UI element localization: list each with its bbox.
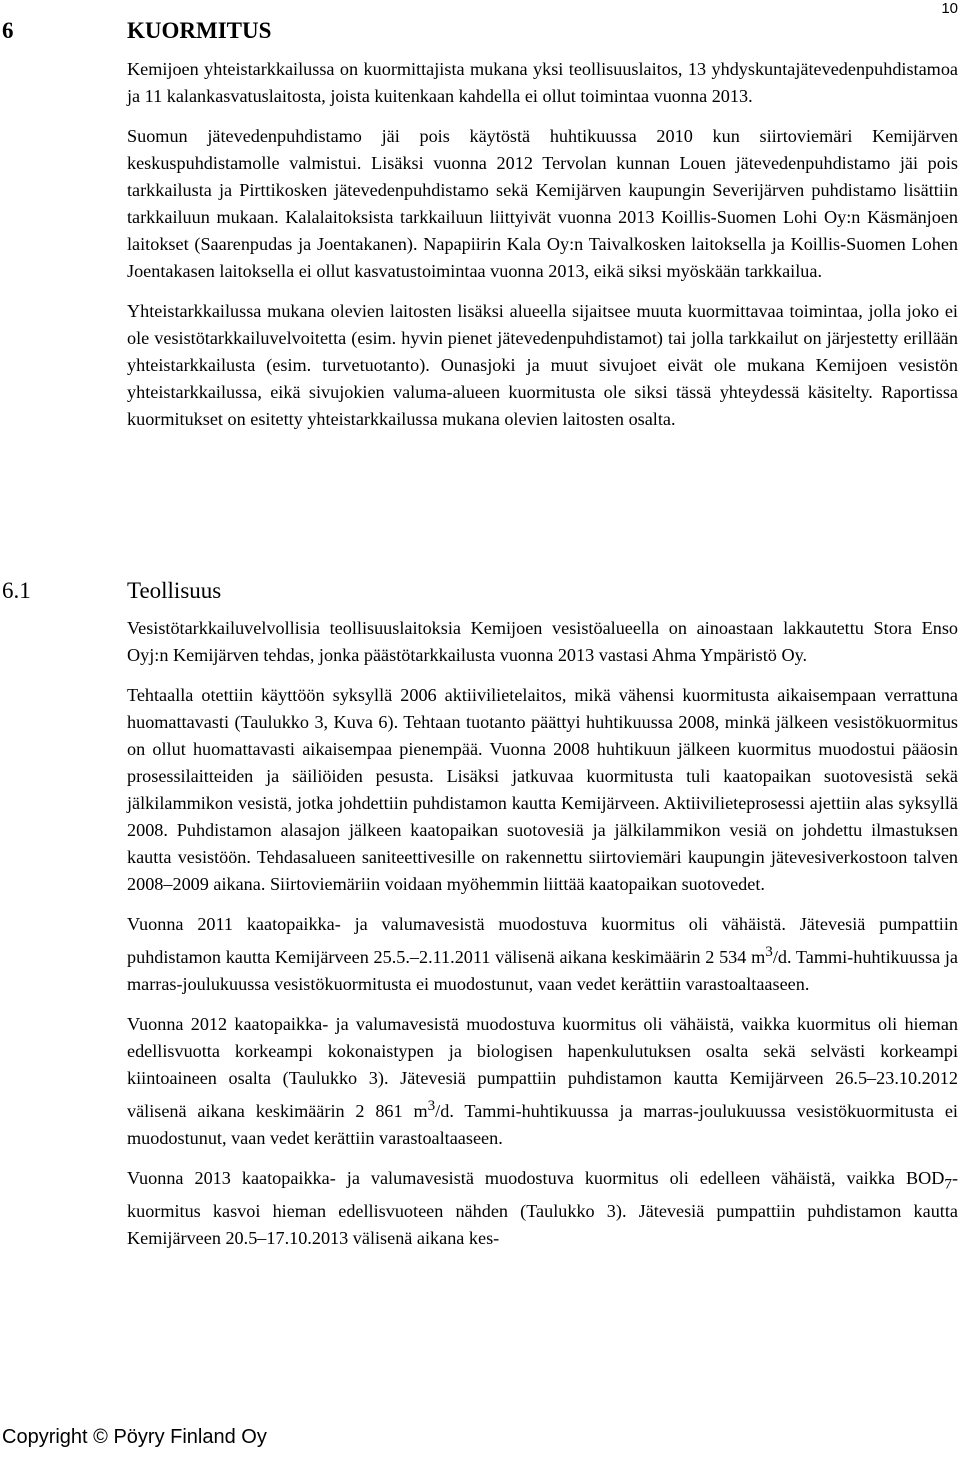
- superscript: 3: [765, 943, 773, 960]
- superscript: 3: [427, 1097, 436, 1115]
- text-run: /d. Tammi-huhtikuussa ja marras-joulukuussa vesistökuormitusta ei muodostunut, vaan vedet kerättiin varastoaltaaseen.: [127, 1101, 958, 1149]
- text-run: Vuonna 2011 kaatopaikka- ja valumavesistä muodostuva kuormitus oli vähäistä. Jätevesiä pumpattiin puhdistamon kautta Kemijärveen 25.5.–2.11.2011 välisenä aikana keskimäärin 2 534 m: [127, 914, 958, 968]
- page-number: 10: [941, 0, 958, 17]
- paragraph: [127, 1165, 958, 1252]
- text-run: /d. Tammi-huhtikuussa ja marras-joulukuussa vesistökuormitusta ei muodostunut, vaan vedet kerättiin varastoaltaaseen.: [127, 947, 958, 995]
- paragraph: Vesistötarkkailuvelvollisia teollisuuslaitoksia Kemijoen vesistöalueella on ainoastaan lakkautettu Stora Enso Oyj:n Kemijärven tehdas, jonka päästötarkkailusta vuonna 2013 vastasi Ahma Ympäristö Oy.: [127, 618, 958, 665]
- section-number: 6: [2, 18, 14, 43]
- paragraph: [127, 911, 958, 998]
- section-body-kuormitus: [127, 56, 958, 446]
- paragraph: Yhteistarkkailussa mukana olevien laitosten lisäksi alueella sijaitsee muuta kuormittavaa toimintaa, jolla joko ei ole vesistötarkkailuvelvoitetta (esim. hyvin pienet jätevedenpuhdistamot) tai jolla tarkkailut on järjestetty erillään yhteistarkkailusta (esim. turvetuotanto). Ounasjoki ja muut sivujoet eivät ole mukana Kemijoen vesistön yhteistarkkailussa, eikä sivujokien valuma-alueen kuormitusta ole siksi tässä yhteydessä käsitelty. Raportissa kuormitukset on esitetty yhteistarkkailussa mukana olevien laitosten osalta.: [127, 301, 958, 429]
- subsection-number: 6.1: [2, 578, 31, 603]
- paragraph: Kemijoen yhteistarkkailussa on kuormittajista mukana yksi teollisuuslaitos, 13 yhdyskuntajätevedenpuhdistamoa ja 11 kalankasvatuslaitosta, joista kuitenkaan kahdella ei ollut toimintaa vuonna 2013.: [127, 59, 958, 106]
- text-run: Vuonna 2013 kaatopaikka- ja valumavesistä muodostuva kuormitus oli edelleen vähäistä, vaikka BOD: [127, 1168, 945, 1189]
- copyright-footer: Copyright © Pöyry Finland Oy: [2, 1426, 267, 1448]
- paragraph: Tehtaalla otettiin käyttöön syksyllä 2006 aktiivilietelaitos, mikä vähensi kuormitusta aikaisempaan verrattuna huomattavasti (Taulukko 3, Kuva 6). Tehtaan tuotanto päättyi huhtikuussa 2008, minkä jälkeen vesistökuormitus on ollut huomattavasti aikaisempaa pienempää. Vuonna 2008 huhtikuun jälkeen kuormitus muodostui pääosin prosessilaitteiden ja säiliöiden pesusta. Lisäksi jatkuvaa kuormitusta tuli kaatopaikan suotovesistä sekä jälkilammikon vesistä, jotka johdettiin puhdistamon kautta Kemijärveen. Aktiivilieteprosessi ajettiin alas syksyllä 2008. Puhdistamon alasajon jälkeen kaatopaikan suotovesiä ja jälkilammikon vesiä on johdettu ilmastuksen kautta vesistöön. Tehdasalueen saniteettivesille on rakennettu siirtoviemäri kaupungin jätevesiverkostoon talven 2008–2009 aikana. Siirtoviemäriin voidaan myöhemmin liittää kaatopaikan suotovedet.: [127, 685, 958, 894]
- subscript: 7: [944, 1175, 952, 1193]
- subsection-heading-teollisuus: [0, 574, 960, 608]
- text-run: -kuormitus kasvoi hieman edellisvuoteen nähden (Taulukko 3). Jätevesiä pumpattiin puhdistamon kautta Kemijärveen 20.5–17.10.2013 välisenä aikana kes-: [127, 1168, 958, 1248]
- paragraph: Suomun jätevedenpuhdistamo jäi pois käytöstä huhtikuussa 2010 kun siirtoviemäri Kemijärven keskuspuhdistamolle valmistui. Lisäksi vuonna 2012 Tervolan kunnan Louen jätevedenpuhdistamo jäi pois tarkkailusta ja Pirttikosken jätevedenpuhdistamo sekä Kemijärven kaupungin Severijärven puhdistamo lisättiin tarkkailuun mukaan. Kalalaitoksista tarkkailuun liittyivät vuonna 2013 Koillis-Suomen Lohi Oy:n Käsmänjoen laitokset (Saarenpudas ja Joentakanen). Napapiirin Kala Oy:n Taivalkosken laitoksella ja Koillis-Suomen Lohen Joentakasen laitoksella ei ollut kasvatustoimintaa vuonna 2013, eikä siksi myöskään tarkkailua.: [127, 126, 958, 281]
- text-run: Vuonna 2012 kaatopaikka- ja valumavesistä muodostuva kuormitus oli vähäistä, vaikka kuormitus oli hieman edellisvuotta korkeampi kokonaistypen ja biologisen hapenkulutuksen osalta sekä selvästi korkeampi kiintoaineen osalta (Taulukko 3). Jätevesiä pumpattiin puhdistamon kautta Kemijärveen 26.5–23.10.2012 välisenä aikana keskimäärin 2 861 m: [127, 1014, 958, 1122]
- section-title: KUORMITUS: [127, 18, 272, 43]
- section-heading-kuormitus: [0, 14, 960, 48]
- paragraph: [127, 1011, 958, 1152]
- section-body-teollisuus: [127, 615, 958, 1265]
- subsection-title: Teollisuus: [127, 578, 222, 603]
